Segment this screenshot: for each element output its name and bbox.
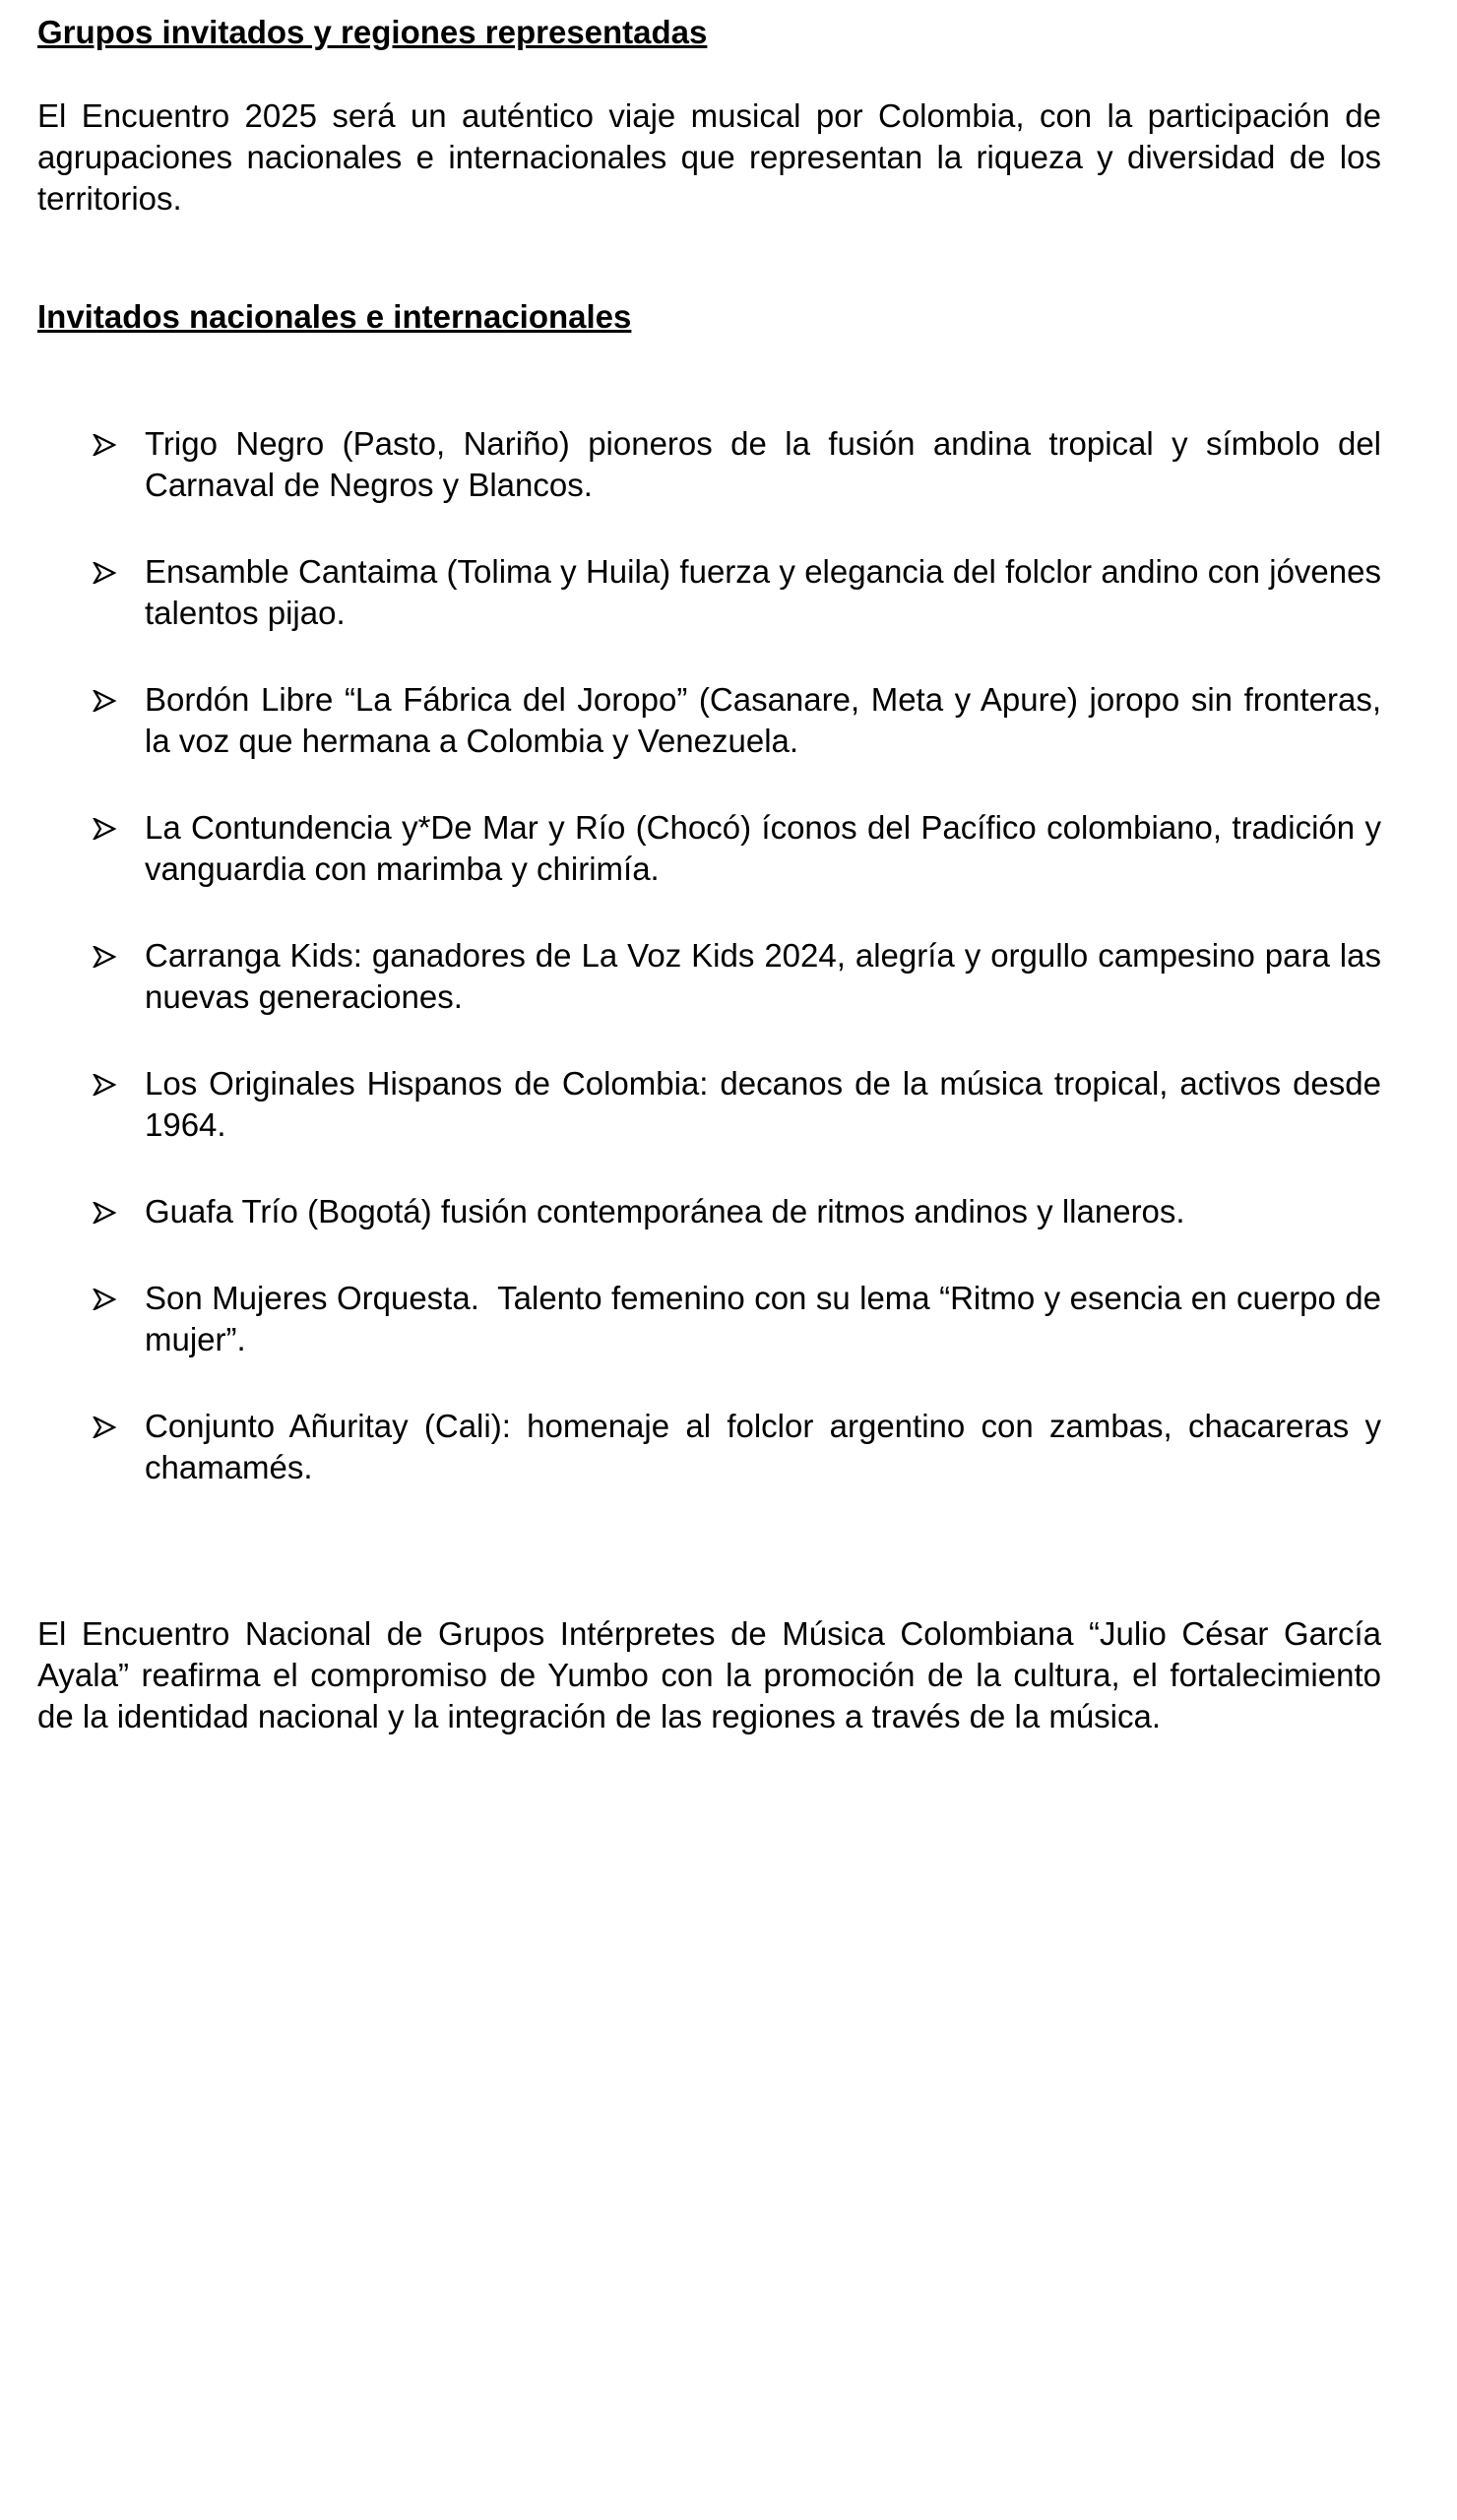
list-item [37,807,1381,890]
arrowhead-bullet-icon [93,1074,116,1096]
intro-paragraph: El Encuentro 2025 será un auténtico viaje musical por Colombia, con la participación de agrupaciones nacionales e internacionales que representan la riqueza y diversidad de los territorios. [37,97,1381,217]
arrowhead-bullet-icon [93,1289,116,1310]
list-item [37,551,1381,634]
list-item-text: Bordón Libre “La Fábrica del Joropo” (Casanare, Meta y Apure) joropo sin fronteras, la voz que hermana a Colombia y Venezuela. [145,681,1381,759]
arrowhead-bullet-icon [93,690,116,712]
list-item-text: Los Originales Hispanos de Colombia: decanos de la música tropical, activos desde 1964. [145,1065,1381,1143]
section-heading-guests: Invitados nacionales e internacionales [37,298,632,335]
list-item-text: La Contundencia y*De Mar y Río (Chocó) íconos del Pacífico colombiano, tradición y vanguardia con marimba y chirimía. [145,809,1381,887]
arrowhead-bullet-icon [93,434,116,456]
list-item [37,1406,1381,1488]
arrowhead-bullet-icon [93,818,116,840]
list-item [37,1063,1381,1146]
list-item-text: Guafa Trío (Bogotá) fusión contemporánea de ritmos andinos y llaneros. [145,1193,1185,1229]
list-item [37,1191,1381,1232]
list-item-text: Son Mujeres Orquesta. Talento femenino con su lema “Ritmo y esencia en cuerpo de mujer”. [145,1280,1391,1357]
list-item-text: Ensamble Cantaima (Tolima y Huila) fuerza y elegancia del folclor andino con jóvenes talentos pijao. [145,553,1381,631]
list-item [37,1278,1391,1360]
section-heading-groups: Grupos invitados y regiones representadas [37,14,708,50]
list-item [37,423,1381,506]
list-item-text: Trigo Negro (Pasto, Nariño) pioneros de la fusión andina tropical y símbolo del Carnaval de Negros y Blancos. [145,425,1381,503]
list-item-text: Carranga Kids: ganadores de La Voz Kids 2024, alegría y orgullo campesino para las nuevas generaciones. [145,937,1381,1015]
arrowhead-bullet-icon [93,946,116,968]
list-item-text: Conjunto Añuritay (Cali): homenaje al folclor argentino con zambas, chacareras y chamamés. [145,1408,1381,1485]
list-item [37,679,1381,762]
arrowhead-bullet-icon [93,1202,116,1224]
arrowhead-bullet-icon [93,1417,116,1438]
guest-list [37,423,1391,1534]
closing-paragraph: El Encuentro Nacional de Grupos Intérpretes de Música Colombiana “Julio César García Ayala” reafirma el compromiso de Yumbo con la promoción de la cultura, el fortalecimiento de la identidad nacional y la integración de las regiones a través de la música. [37,1615,1381,1734]
arrowhead-bullet-icon [93,562,116,584]
list-item [37,935,1381,1018]
